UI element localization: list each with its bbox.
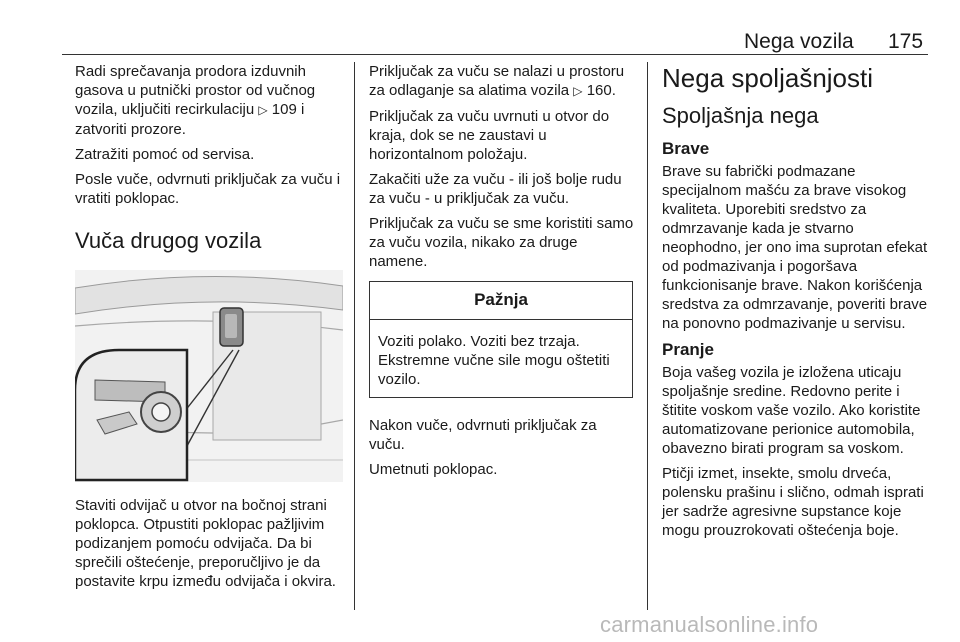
paragraph-service: Zatražiti pomoć od servisa.	[75, 146, 255, 163]
column-middle	[369, 62, 635, 485]
paragraph-insert-cover: Umetnuti poklopac.	[369, 461, 498, 478]
header-divider	[62, 54, 928, 55]
paragraph-after-towing: Posle vuče, odvrnuti priključak za vuču i vratiti poklopac.	[75, 171, 341, 207]
page-reference-icon: ▷	[258, 103, 268, 117]
caution-body: Voziti polako. Voziti bez trzaja. Ekstremne vučne sile mogu oštetiti vozilo.	[378, 333, 610, 388]
page-header	[0, 0, 960, 56]
paragraph-attach-rope: Zakačiti uže za vuču - ili još bolje rudu za vuču - u priključak za vuču.	[369, 171, 622, 207]
caution-box	[369, 281, 633, 398]
header-title: Nega vozila	[744, 30, 854, 53]
paragraph-screw-in: Priključak za vuču uvrnuti u otvor do kraja, dok se ne zaustavi u horizontalnom položaju.	[369, 108, 610, 163]
paragraph-locks: Brave su fabrički podmazane specijalnom mašću za brave visokog kvaliteta. Uporebiti sredstvo za odmrzavanje kada je stvarno neophodno, jer ono ima suprotan efekat od podmazivanja i pogoršava funkcionisanje brave. Nakon korišćenja sredstva za odmrzavanje, poveriti brave na ponovno podmazivanje u servisu.	[662, 163, 928, 332]
heading-locks: Brave	[662, 139, 710, 158]
page-reference-icon: ▷	[573, 84, 583, 98]
column-divider-left	[354, 62, 355, 610]
paragraph-washing-2: Ptičji izmet, insekte, smolu drveća, polensku prašinu i slično, odmah isprati jer sadrže agresivne supstance koje mogu prouzrokovati oštećenja boje.	[662, 465, 924, 539]
paragraph-tow-eye-location: Priključak za vuču se nalazi u prostoru za odlaganje sa alatima vozila ▷ 160.	[369, 63, 625, 99]
paragraph-screwdriver: Staviti odvijač u otvor na bočnoj strani poklopca. Otpustiti poklopac pažljivim podizanjem pomoću odvijača. Da bi sprečili oštećenje, preporučljivo je da postavite krpu između odvijača i okvira.	[75, 497, 336, 590]
paragraph-exhaust: Radi sprečavanja prodora izduvnih gasova u putnički prostor od vučnog vozila, uključiti recirkulaciju ▷ 109 i zatvoriti prozore.	[75, 63, 316, 138]
heading-washing: Pranje	[662, 340, 714, 359]
page-number: 175	[888, 30, 924, 53]
paragraph-unscrew: Nakon vuče, odvrnuti priključak za vuču.	[369, 417, 597, 453]
bumper-cover-drawing	[75, 270, 343, 482]
paragraph-washing-1: Boja vašeg vozila je izložena uticaju spoljašnje sredine. Redovno perite i štitite voskom vaše vozilo. Ako koristite automatizovane perionice automobila, obavezno birati program sa voskom.	[662, 364, 921, 457]
towing-eye-cover-illustration	[75, 270, 343, 482]
column-left	[75, 62, 347, 597]
caution-title: Pažnja	[370, 282, 632, 320]
column-divider-right	[647, 62, 648, 610]
main-heading-exterior-care: Nega spoljašnjosti	[662, 63, 874, 93]
column-right	[662, 62, 928, 546]
section-heading-towing-other: Vuča drugog vozila	[75, 228, 262, 253]
watermark: carmanualsonline.info	[600, 612, 819, 637]
paragraph-usage: Priključak za vuču se sme koristiti samo za vuču vozila, nikako za druge namene.	[369, 215, 634, 270]
subheading-exterior-care: Spoljašnja nega	[662, 103, 819, 128]
